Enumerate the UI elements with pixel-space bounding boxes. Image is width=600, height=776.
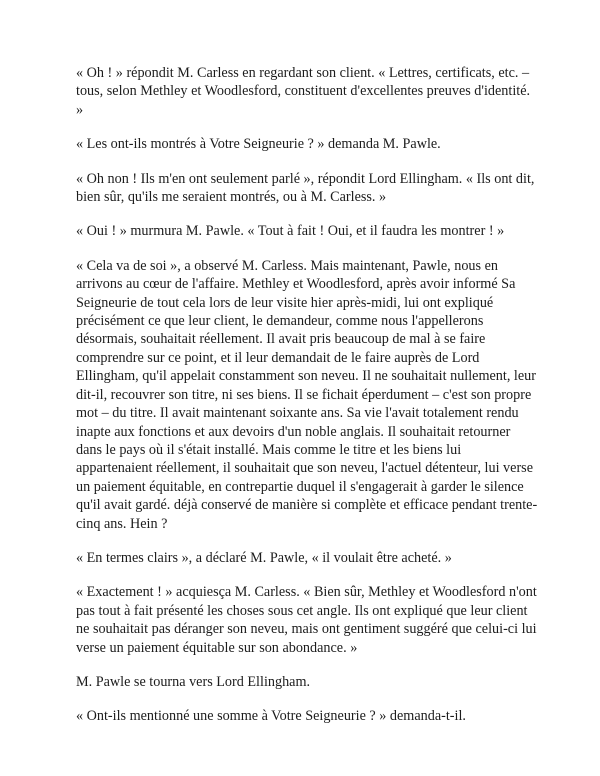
paragraph-3: « Oh non ! Ils m'en ont seulement parlé », répondit Lord Ellingham. « Ils ont dit, bien sûr, qu'ils me seraient montrés, ou à M. Carless. »	[76, 170, 535, 206]
paragraph-7: « Exactement ! » acquiesça M. Carless. « Bien sûr, Methley et Woodlesford n'ont pas tout à fait présenté les choses sous cet angle. Ils ont expliqué que leur client ne souhaitait pas déranger son neveu, mais ont gentiment suggéré que celui-ci lui verse un paiement équitable sur son abondance. »	[76, 584, 537, 656]
paragraph-8: M. Pawle se tourna vers Lord Ellingham.	[76, 673, 311, 690]
paragraph-2: « Les ont-ils montrés à Votre Seigneurie ? » demanda M. Pawle.	[76, 136, 441, 153]
paragraph-1: « Oh ! » répondit M. Carless en regardant son client. « Lettres, certificats, etc. – tous, selon Methley et Woodlesford, constituent d'excellentes preuves d'identité. »	[76, 65, 531, 118]
paragraph-5: « Cela va de soi », a observé M. Carless. Mais maintenant, Pawle, nous en arrivons au cœur de l'affaire. Methley et Woodlesford, après avoir informé Sa Seigneurie de tout cela lors de leur visite hier après-midi, lui ont expliqué précisément ce que leur client, le demandeur, comme nous l'appellerons désormais, souhaitait réellement. Il avait pris beaucoup de mal à se faire comprendre sur ce point, et il leur demandait de le faire auprès de Lord Ellingham, qu'il appelait constamment son neveu. Il ne souhaitait nullement, leur dit-il, recouvrer son titre, ni ses biens. Il se fichait éperdument – c'est son propre mot – du titre. Il avait maintenant soixante ans. Sa vie l'avait totalement rendu inapte aux fonctions et aux devoirs d'un noble anglais. Il souhaitait retourner dans le pays où il s'était installé. Mais comme le titre et les biens lui appartenaient réellement, il souhaitait que son neveu, l'actuel détenteur, lui verse un paiement équitable, en contrepartie duquel il s'engagerait à garder le silence qu'il avait gardé. déjà conservé de manière si complète et efficace pendant trente-cinq ans. Hein ?	[76, 257, 538, 532]
paragraph-4: « Oui ! » murmura M. Pawle. « Tout à fait ! Oui, et il faudra les montrer ! »	[76, 223, 505, 240]
paragraph-9: « Ont-ils mentionné une somme à Votre Seigneurie ? » demanda-t-il.	[76, 708, 466, 725]
paragraph-6: « En termes clairs », a déclaré M. Pawle, « il voulait être acheté. »	[76, 549, 452, 566]
